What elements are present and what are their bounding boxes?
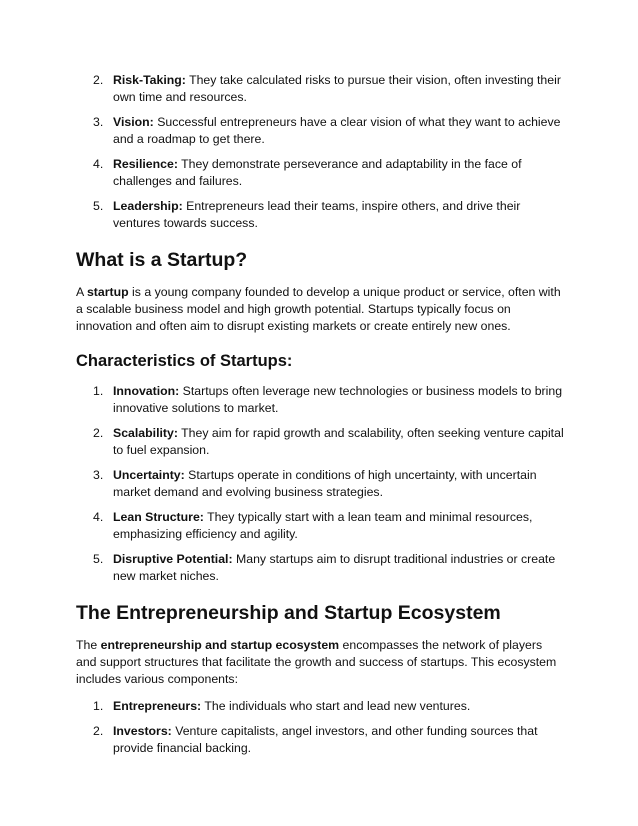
list-term: Innovation: xyxy=(113,384,180,398)
list-item xyxy=(76,156,566,190)
list-text: Entrepreneurs lead their teams, inspire others, and drive their ventures towards success. xyxy=(113,199,521,230)
ecosystem-heading: The Entrepreneurship and Startup Ecosystem xyxy=(76,602,501,624)
list-number: 2. xyxy=(93,73,104,87)
list-text: They take calculated risks to pursue their vision, often investing their own time and resources. xyxy=(113,73,561,104)
list-number: 1. xyxy=(93,699,104,713)
list-text: Many startups aim to disrupt traditional industries or create new market niches. xyxy=(113,552,556,583)
list-term: Investors: xyxy=(113,724,172,738)
list-item xyxy=(76,383,566,417)
document-content xyxy=(76,72,566,765)
list-text: The individuals who start and lead new ventures. xyxy=(201,699,471,713)
list-item xyxy=(76,698,566,715)
list-number: 2. xyxy=(93,426,104,440)
list-number: 4. xyxy=(93,157,104,171)
para-bold-term: startup xyxy=(86,285,129,299)
list-item xyxy=(76,723,566,757)
list-text: Successful entrepreneurs have a clear vision of what they want to achieve and a roadmap to get there. xyxy=(113,115,561,146)
entrepreneur-traits-list xyxy=(76,72,566,232)
list-term: Uncertainty: xyxy=(113,468,185,482)
ecosystem-list xyxy=(76,698,566,757)
list-item xyxy=(76,509,566,543)
list-text: They aim for rapid growth and scalability, often seeking venture capital to fuel expansion. xyxy=(113,426,564,457)
characteristics-heading: Characteristics of Startups: xyxy=(76,352,293,370)
list-term: Scalability: xyxy=(113,426,178,440)
list-term: Entrepreneurs: xyxy=(113,699,202,713)
para-text: encompasses the network of players and support structures that facilitate the growth and success of startups. This ecosystem includes various components: xyxy=(76,638,557,686)
list-text: They demonstrate perseverance and adaptability in the face of challenges and failures. xyxy=(113,157,522,188)
list-term: Leadership: xyxy=(113,199,183,213)
list-item xyxy=(76,425,566,459)
startup-paragraph xyxy=(76,284,566,335)
list-item xyxy=(76,72,566,106)
list-text: Startups operate in conditions of high uncertainty, with uncertain market demand and evolving business strategies. xyxy=(113,468,537,499)
list-term: Lean Structure: xyxy=(113,510,204,524)
list-item xyxy=(76,551,566,585)
list-item xyxy=(76,198,566,232)
ecosystem-paragraph xyxy=(76,637,566,688)
para-bold-term: entrepreneurship and startup ecosystem xyxy=(100,638,340,652)
list-item xyxy=(76,467,566,501)
list-number: 2. xyxy=(93,724,104,738)
list-text: Venture capitalists, angel investors, and other funding sources that provide financial backing. xyxy=(113,724,538,755)
list-number: 1. xyxy=(93,384,104,398)
para-text: is a young company founded to develop a unique product or service, often with a scalable business model and high growth potential. Startups typically focus on innovation and often aim to disrupt existing markets or create entirely new ones. xyxy=(76,285,561,333)
list-number: 4. xyxy=(93,510,104,524)
list-number: 5. xyxy=(93,199,104,213)
characteristics-list xyxy=(76,383,566,585)
list-term: Vision: xyxy=(113,115,154,129)
list-number: 5. xyxy=(93,552,104,566)
list-text: They typically start with a lean team and minimal resources, emphasizing efficiency and agility. xyxy=(113,510,533,541)
list-term: Risk-Taking: xyxy=(113,73,186,87)
list-item xyxy=(76,114,566,148)
list-number: 3. xyxy=(93,115,104,129)
list-text: Startups often leverage new technologies or business models to bring innovative solutions to market. xyxy=(113,384,563,415)
para-text: A xyxy=(76,285,87,299)
para-text: The xyxy=(76,638,101,652)
startup-heading: What is a Startup? xyxy=(76,249,248,271)
list-term: Resilience: xyxy=(113,157,178,171)
list-term: Disruptive Potential: xyxy=(113,552,233,566)
list-number: 3. xyxy=(93,468,104,482)
